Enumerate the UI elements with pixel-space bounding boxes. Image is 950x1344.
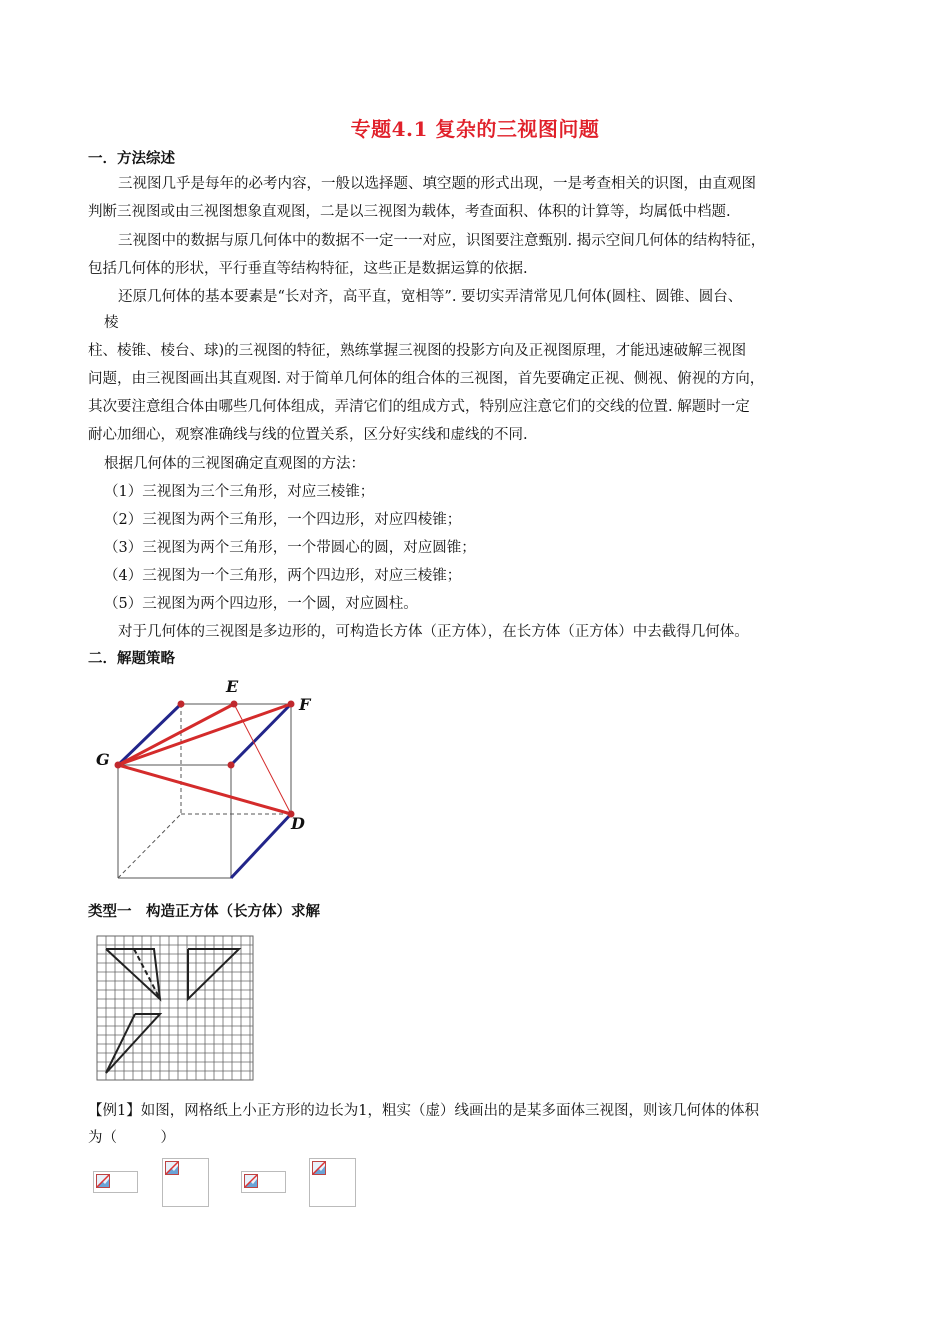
paragraph-5: 对于几何体的三视图是多边形的，可构造长方体（正方体），在长方体（正方体）中去截得几何体。 [118, 624, 749, 640]
cube-hidden-edge [118, 814, 181, 878]
blue-edge [231, 814, 291, 878]
blue-edge [118, 704, 181, 765]
paragraph-1-line-2: 判断三视图或由三视图想象直观图，二是以三视图为载体，考查面积、体积的计算等，均属低中档题. [88, 204, 731, 220]
broken-image-icon [312, 1161, 326, 1175]
broken-image-icon [165, 1161, 179, 1175]
broken-image-icon [244, 1174, 258, 1188]
example-1-line-2: 为（ ） [88, 1130, 175, 1146]
section-heading-strategy: 二．解题策略 [88, 651, 175, 667]
list-item: （4）三视图为一个三角形，两个四边形，对应三棱锥； [104, 568, 462, 584]
example-1-line-1: 【例1】如图，网格纸上小正方形的边长为1，粗实（虚）线画出的是某多面体三视图，则该几何体的体积 [88, 1103, 759, 1119]
vertex-g [115, 762, 122, 769]
label-d: D [291, 814, 305, 833]
paragraph-3-line-3: 柱、棱锥、棱台、球)的三视图的特征，熟练掌握三视图的投影方向及正视图原理，才能迅速破解三视图 [88, 343, 747, 359]
list-item: （1）三视图为三个三角形，对应三棱锥； [104, 484, 375, 500]
vertex [228, 762, 235, 769]
page-title: 专题4.1 复杂的三视图问题 [350, 117, 600, 141]
paragraph-2-line-2: 包括几何体的形状，平行垂直等结构特征，这些正是数据运算的依据. [88, 261, 528, 277]
paragraph-1-line-1: 三视图几乎是每年的必考内容，一般以选择题、填空题的形式出现，一是考查相关的识图，由直观图 [118, 176, 756, 192]
list-item: （2）三视图为两个三角形，一个四边形，对应四棱锥； [104, 512, 462, 528]
type-one-heading: 类型一 构造正方体（长方体）求解 [88, 904, 320, 920]
paragraph-4: 根据几何体的三视图确定直观图的方法： [104, 456, 365, 472]
label-g: G [96, 750, 110, 769]
cube-figure [88, 670, 328, 885]
vertex [178, 701, 185, 708]
label-e: E [226, 677, 239, 696]
vertex-f [288, 701, 295, 708]
red-line-gd [118, 765, 291, 814]
list-item: （3）三视图为两个三角形，一个带圆心的圆，对应圆锥； [104, 540, 476, 556]
option-image-a[interactable] [93, 1171, 138, 1193]
list-item: （5）三视图为两个四边形，一个圆，对应圆柱。 [104, 596, 418, 612]
option-image-d[interactable] [309, 1158, 356, 1207]
broken-image-icon [96, 1174, 110, 1188]
paragraph-2-line-1: 三视图中的数据与原几何体中的数据不一定一一对应，识图要注意甄别. 揭示空间几何体的结构特征， [118, 233, 766, 249]
section-heading-method: 一．方法综述 [88, 151, 175, 167]
paragraph-3-line-1: 还原几何体的基本要素是“长对齐，高平直，宽相等”. 要切实弄清常见几何体(圆柱、圆锥、圆台、 [118, 289, 743, 305]
red-line-gf [118, 704, 291, 765]
option-image-c[interactable] [241, 1171, 286, 1193]
red-line-ge [118, 704, 234, 765]
three-view-grid-figure [94, 933, 256, 1083]
option-image-b[interactable] [162, 1158, 209, 1207]
paragraph-3-line-2: 棱 [104, 315, 119, 331]
paragraph-3-line-5: 其次要注意组合体由哪些几何体组成，弄清它们的组成方式，特别应注意它们的交线的位置. 解题时一定 [88, 399, 750, 415]
paragraph-3-line-4: 问题，由三视图画出其直观图. 对于简单几何体的组合体的三视图，首先要确定正视、侧视、俯视的方向， [88, 371, 765, 387]
label-f: F [299, 695, 311, 714]
vertex-e [231, 701, 238, 708]
paragraph-3-line-6: 耐心加细心，观察准确线与线的位置关系，区分好实线和虚线的不同. [88, 427, 528, 443]
